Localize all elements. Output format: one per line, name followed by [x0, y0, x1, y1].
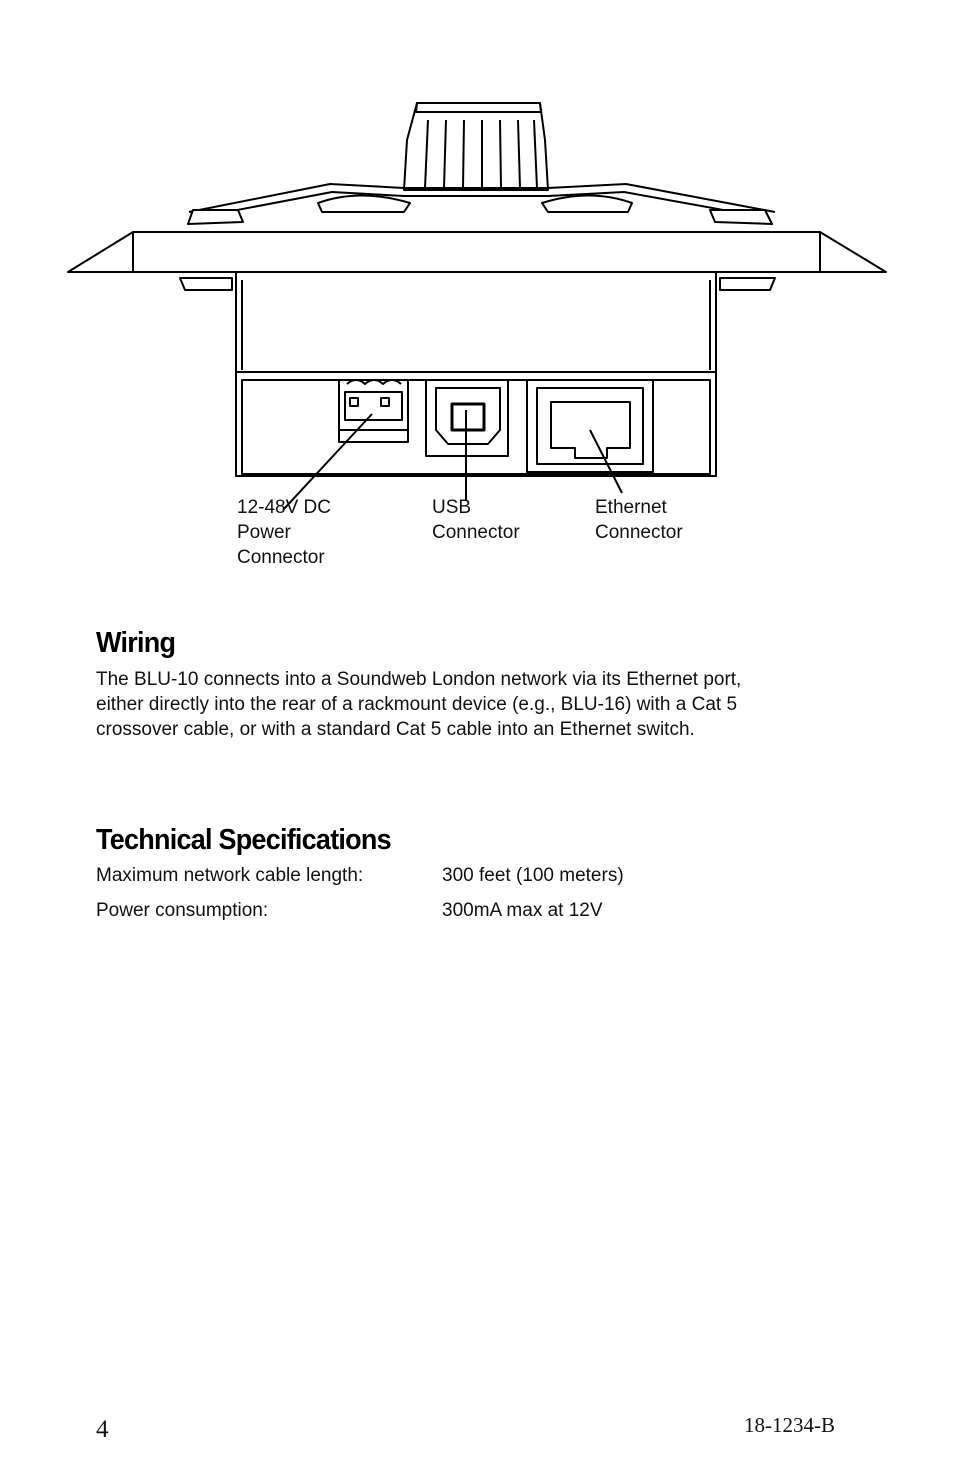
usb-callout-line-1: USB	[432, 497, 472, 518]
ethernet-connector-callout	[595, 495, 683, 545]
volume-knob-drawing	[404, 103, 548, 190]
power-callout-line-3: Connector	[237, 547, 325, 568]
wiring-line-3: crossover cable, or with a standard Cat 5 cable into an Ethernet switch.	[96, 719, 695, 740]
wiring-heading: Wiring	[96, 627, 176, 659]
ethernet-callout-line-2: Connector	[595, 522, 683, 543]
spec-label: Maximum network cable length:	[96, 865, 364, 886]
power-connector-drawing	[339, 380, 408, 442]
wiring-paragraph	[96, 667, 816, 742]
usb-callout-line-2: Connector	[432, 522, 520, 543]
usb-connector-callout	[432, 495, 520, 545]
spec-value: 300mA max at 12V	[442, 900, 603, 921]
spec-row-cable-length	[96, 865, 796, 891]
power-callout-line-2: Power	[237, 522, 291, 543]
spec-row-power-consumption	[96, 900, 796, 926]
wiring-line-1: The BLU-10 connects into a Soundweb London network via its Ethernet port,	[96, 669, 742, 690]
ethernet-connector-drawing	[527, 380, 653, 472]
specs-heading: Technical Specifications	[96, 824, 391, 856]
power-callout-line-1: 12-48V DC	[237, 497, 331, 518]
wiring-line-2: either directly into the rear of a rackmount device (e.g., BLU-16) with a Cat 5	[96, 694, 738, 715]
ethernet-callout-line-1: Ethernet	[595, 497, 667, 518]
spec-value: 300 feet (100 meters)	[442, 865, 624, 886]
page-number: 4	[96, 1416, 109, 1443]
document-code: 18-1234-B	[744, 1413, 835, 1437]
spec-label: Power consumption:	[96, 900, 269, 921]
power-connector-callout	[237, 495, 331, 570]
